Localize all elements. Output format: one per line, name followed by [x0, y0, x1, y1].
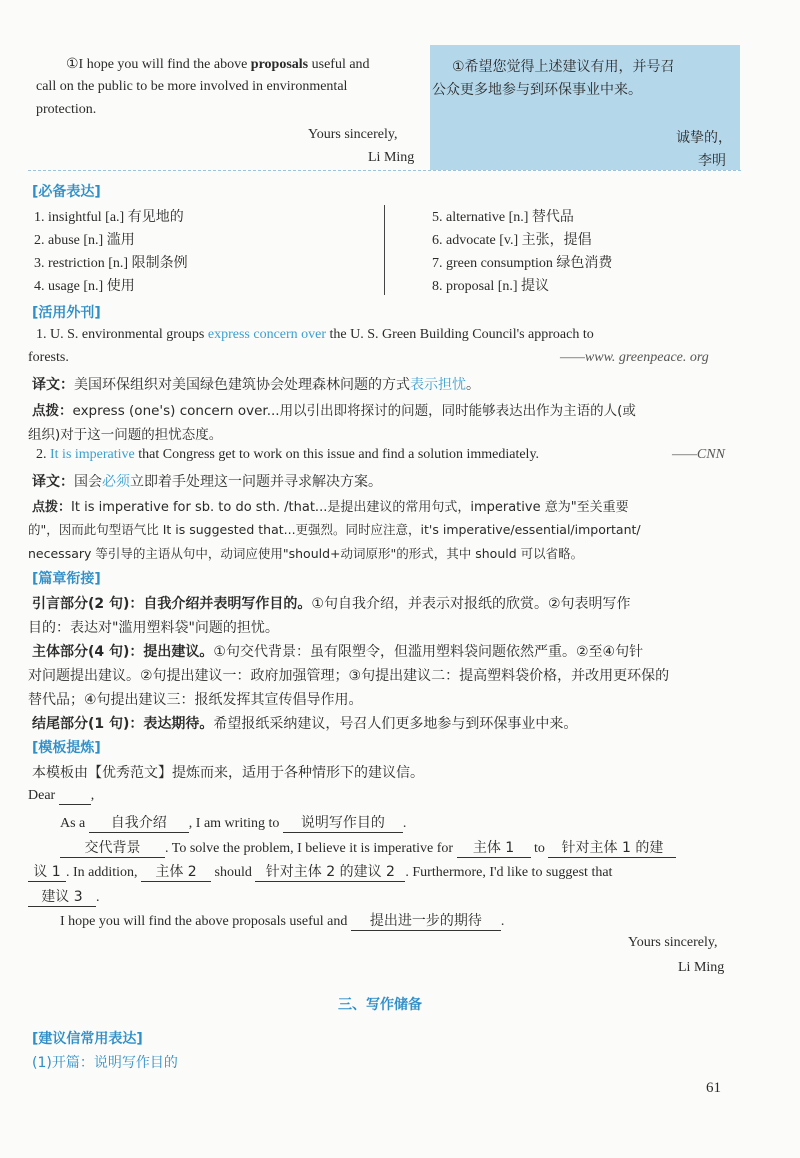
example-2-translation [32, 471, 382, 491]
example-2-note [32, 496, 629, 515]
example-1-note [32, 399, 636, 419]
letter-cn-line2: 公众更多地参与到环保事业中来。 [432, 82, 642, 98]
note-text: express (one's) concern over...用以引出即将探讨的问题，同时能够表达出作为主语的人(或 [72, 403, 636, 419]
template-text: . Furthermore, I'd like to suggest that [405, 865, 613, 880]
section-title-expressions: [建议信常用表达] [32, 1031, 143, 1047]
structure-text: ①句自我介绍，并表示对报纸的欣赏。②句表明写作 [311, 596, 631, 612]
example-1-note-line2: 组织)对于这一问题的担忧态度。 [28, 427, 223, 443]
essential-item: 3. restriction [n.] 限制条例 [34, 256, 188, 271]
translation-text: 美国环保组织对美国绿色建筑协会处理森林问题的方式 [74, 377, 410, 393]
section-heading-writing: 三、写作储备 [338, 997, 422, 1013]
section-title-usage: [活用外刊] [32, 305, 101, 321]
structure-text: ①句交代背景：虽有限塑令，但滥用塑料袋问题依然严重。②至④句针 [213, 644, 644, 660]
letter-en-text: useful and [308, 57, 370, 72]
structure-label: 结尾部分(1 句)：表达期待。 [32, 716, 214, 732]
translation-text: 国会 [74, 474, 102, 490]
structure-intro [32, 593, 631, 613]
essential-item: 6. advocate [v.] 主张，提倡 [432, 233, 592, 248]
expression-item: (1)开篇：说明写作目的 [32, 1055, 178, 1071]
letter-en-text: ①I hope you will find the above [66, 57, 251, 72]
template-intro: 本模板由【优秀范文】提炼而来，适用于各种情形下的建议信。 [32, 765, 424, 781]
example-1-line2: forests. [28, 350, 69, 365]
letter-cn-signature: 李明 [698, 153, 726, 169]
example-2 [36, 447, 539, 463]
example-2-note-line2: 的"，因而此句型语气比 It is suggested that...更强烈。同时应注意，it's imperative/essential/important/ [28, 522, 641, 537]
essential-item: 7. green consumption 绿色消费 [432, 256, 613, 271]
template-text: . [500, 914, 505, 929]
structure-intro-line2: 目的：表达对"滥用塑料袋"问题的担忧。 [28, 620, 279, 636]
template-text: . To solve the problem, I believe it is imperative for [165, 841, 454, 856]
template-signature: Li Ming [678, 960, 725, 975]
template-text: . In addition, [66, 865, 138, 880]
letter-en-line3: protection. [36, 102, 97, 117]
essential-item: 8. proposal [n.] 提议 [432, 279, 550, 294]
section-title-template: [模板提炼] [32, 740, 101, 756]
template-text: , I am writing to [188, 816, 280, 831]
example-highlight: It is imperative [50, 447, 135, 462]
letter-en-line2: call on the public to be more involved in environmental [36, 79, 348, 94]
note-text: It is imperative for sb. to do sth. /that...是提出建议的常用句式，imperative 意为"至关重要 [71, 500, 629, 515]
example-text: 1. U. S. environmental groups [36, 327, 208, 342]
section-title-essentials: [必备表达] [32, 184, 101, 200]
letter-en-line1 [66, 56, 370, 73]
translation-highlight: 表示担忧 [410, 377, 466, 393]
example-1 [36, 327, 594, 343]
structure-body-line2: 对问题提出建议。②句提出建议一：政府加强管理；③句提出建议二：提高塑料袋价格，并改用更环保的 [28, 668, 670, 684]
template-dear [28, 788, 94, 805]
template-line5 [60, 910, 504, 931]
template-text: I hope you will find the above proposals useful and [60, 914, 348, 929]
translation-text: 立即着手处理这一问题并寻求解决方案。 [130, 474, 382, 490]
section-title-structure: [篇章衔接] [32, 571, 101, 587]
template-line4 [28, 886, 100, 907]
blank-background: 交代背景 [60, 837, 165, 858]
template-text: to [534, 841, 545, 856]
letter-en-bold: proposals [250, 57, 309, 72]
example-1-translation [32, 374, 480, 394]
blank-suggestion1: 针对主体 1 的建 [548, 837, 676, 858]
template-text: . [402, 816, 407, 831]
blank-suggestion1-cont: 议 1 [28, 861, 66, 882]
blank-name [59, 788, 91, 805]
translation-label: 译文： [32, 377, 74, 393]
example-text: 2. [36, 447, 50, 462]
structure-label: 引言部分(2 句)：自我介绍并表明写作目的。 [32, 596, 312, 612]
letter-cn-closing: 诚挚的， [676, 130, 732, 146]
structure-label: 主体部分(4 句)：提出建议。 [32, 644, 214, 660]
blank-suggestion2: 针对主体 2 的建议 2 [255, 861, 405, 882]
page-number: 61 [706, 1080, 721, 1096]
template-text: Dear [28, 788, 56, 803]
blank-self-intro: 自我介绍 [89, 812, 189, 833]
blank-subject1: 主体 1 [457, 837, 531, 858]
example-text: that Congress get to work on this issue and find a solution immediately. [134, 447, 540, 462]
blank-suggestion3: 建议 3 [28, 886, 96, 907]
column-divider [384, 205, 385, 295]
note-label: 点拨： [32, 403, 73, 419]
template-text: , [90, 788, 95, 803]
template-text: should [214, 865, 252, 880]
structure-body [32, 641, 643, 661]
blank-expectation: 提出进一步的期待 [351, 910, 501, 931]
example-2-source: ——CNN [672, 447, 725, 462]
blank-purpose: 说明写作目的 [283, 812, 403, 833]
essential-item: 5. alternative [n.] 替代品 [432, 210, 574, 225]
template-text: As a [60, 816, 86, 831]
example-1-source: ——www. greenpeace. org [560, 350, 709, 365]
translation-text: 。 [466, 377, 480, 393]
structure-body-line3: 替代品；④句提出建议三：报纸发挥其宣传倡导作用。 [28, 692, 363, 708]
letter-cn-line1: ①希望您觉得上述建议有用，并号召 [452, 59, 675, 75]
translation-label: 译文： [32, 474, 74, 490]
letter-en-signature: Li Ming [368, 150, 415, 165]
template-line1 [60, 812, 406, 833]
note-label: 点拨： [32, 500, 72, 515]
essential-item: 2. abuse [n.] 滥用 [34, 233, 135, 248]
blank-subject2: 主体 2 [141, 861, 211, 882]
divider [28, 170, 741, 171]
structure-end [32, 713, 577, 733]
template-line2 [60, 837, 676, 858]
letter-en-closing: Yours sincerely, [308, 127, 398, 142]
template-closing: Yours sincerely, [628, 935, 718, 950]
essential-item: 1. insightful [a.] 有见地的 [34, 210, 184, 225]
template-text: . [96, 890, 100, 905]
example-text: the U. S. Green Building Council's approach to [326, 327, 594, 342]
structure-text: 希望报纸采纳建议，号召人们更多地参与到环保事业中来。 [213, 716, 578, 732]
essential-item: 4. usage [n.] 使用 [34, 279, 135, 294]
template-line3 [28, 861, 612, 882]
example-2-note-line3: necessary 等引导的主语从句中，动词应使用"should+动词原形"的形式，其中 should 可以省略。 [28, 546, 584, 561]
example-highlight: express concern over [207, 327, 327, 342]
translation-highlight: 必须 [102, 474, 130, 490]
